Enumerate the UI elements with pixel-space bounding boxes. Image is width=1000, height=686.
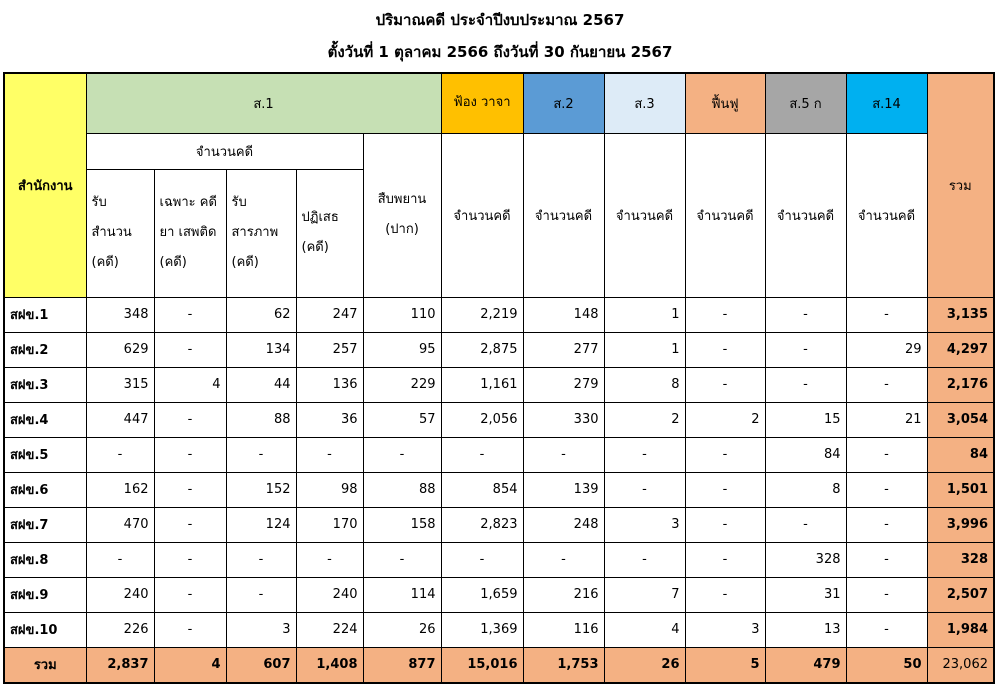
value-cell: -	[685, 507, 765, 542]
value-cell: 447	[86, 402, 154, 437]
office-cell: สฝข.6	[4, 472, 86, 507]
office-cell: สฝข.4	[4, 402, 86, 437]
value-cell: -	[523, 542, 604, 577]
value-cell: -	[154, 332, 226, 367]
value-cell: 2	[685, 402, 765, 437]
value-cell: -	[226, 542, 296, 577]
value-cell: 31	[765, 577, 846, 612]
value-cell: 229	[363, 367, 441, 402]
s14-cases-header: จำนวนคดี	[846, 133, 927, 297]
value-cell: 240	[86, 577, 154, 612]
rehab-cases-header: จำนวนคดี	[685, 133, 765, 297]
value-cell: -	[604, 542, 685, 577]
value-cell: 470	[86, 507, 154, 542]
table-row	[4, 367, 994, 402]
value-cell: -	[154, 472, 226, 507]
value-cell: 124	[226, 507, 296, 542]
value-cell: 315	[86, 367, 154, 402]
s3-header: ส.3	[604, 73, 685, 133]
total-header: รวม	[927, 73, 994, 297]
value-cell: 216	[523, 577, 604, 612]
grand-total-cell: 23,062	[927, 647, 994, 683]
value-cell: -	[363, 542, 441, 577]
value-cell: -	[685, 367, 765, 402]
value-cell: 57	[363, 402, 441, 437]
value-cell: -	[846, 507, 927, 542]
value-cell: 240	[296, 577, 363, 612]
row-total-cell: 4,297	[927, 332, 994, 367]
value-cell: 8	[604, 367, 685, 402]
rehab-header: ฟื้นฟู	[685, 73, 765, 133]
row-total-cell: 2,176	[927, 367, 994, 402]
value-cell: -	[154, 297, 226, 332]
column-total-cell: 5	[685, 647, 765, 683]
office-cell: สฝข.9	[4, 577, 86, 612]
row-total-cell: 84	[927, 437, 994, 472]
value-cell: 134	[226, 332, 296, 367]
row-total-cell: 3,996	[927, 507, 994, 542]
s2-cases-header: จำนวนคดี	[523, 133, 604, 297]
column-total-cell: 26	[604, 647, 685, 683]
office-cell: สฝข.3	[4, 367, 86, 402]
value-cell: -	[685, 332, 765, 367]
value-cell: 224	[296, 612, 363, 647]
column-total-cell: 1,408	[296, 647, 363, 683]
case-volume-table	[3, 72, 995, 684]
value-cell: -	[685, 472, 765, 507]
value-cell: -	[846, 542, 927, 577]
column-total-cell: 4	[154, 647, 226, 683]
value-cell: 328	[765, 542, 846, 577]
value-cell: 95	[363, 332, 441, 367]
report-title: ปริมาณคดี ประจำปีงบประมาณ 2567	[375, 11, 625, 29]
office-cell: สฝข.7	[4, 507, 86, 542]
value-cell: -	[685, 542, 765, 577]
table-row	[4, 437, 994, 472]
deny-header: ปฏิเสธ (คดี)	[296, 169, 363, 297]
value-cell: 279	[523, 367, 604, 402]
value-cell: -	[765, 507, 846, 542]
value-cell: -	[846, 577, 927, 612]
value-cell: 226	[86, 612, 154, 647]
value-cell: -	[765, 367, 846, 402]
table-row	[4, 472, 994, 507]
value-cell: 136	[296, 367, 363, 402]
row-total-cell: 328	[927, 542, 994, 577]
value-cell: 139	[523, 472, 604, 507]
value-cell: 2	[604, 402, 685, 437]
s2-header: ส.2	[523, 73, 604, 133]
office-header: สำนักงาน	[4, 73, 86, 297]
confess-header: รับ สารภาพ (คดี)	[226, 169, 296, 297]
value-cell: 116	[523, 612, 604, 647]
witness-header: สืบพยาน (ปาก)	[363, 133, 441, 297]
litigation-header: ฟ้อง วาจา	[441, 73, 523, 133]
value-cell: 36	[296, 402, 363, 437]
office-cell: สฝข.5	[4, 437, 86, 472]
column-total-cell: 607	[226, 647, 296, 683]
value-cell: 88	[363, 472, 441, 507]
column-total-cell: 2,837	[86, 647, 154, 683]
value-cell: -	[86, 437, 154, 472]
value-cell: 3	[604, 507, 685, 542]
table-row	[4, 402, 994, 437]
value-cell: 2,875	[441, 332, 523, 367]
column-total-cell: 877	[363, 647, 441, 683]
value-cell: 3	[685, 612, 765, 647]
row-total-cell: 3,135	[927, 297, 994, 332]
table-row	[4, 297, 994, 332]
value-cell: 13	[765, 612, 846, 647]
s5k-header: ส.5 ก	[765, 73, 846, 133]
value-cell: 854	[441, 472, 523, 507]
value-cell: 348	[86, 297, 154, 332]
value-cell: 170	[296, 507, 363, 542]
value-cell: 8	[765, 472, 846, 507]
table-row	[4, 577, 994, 612]
value-cell: 629	[86, 332, 154, 367]
case-count-header: จำนวนคดี	[86, 133, 363, 169]
value-cell: -	[846, 367, 927, 402]
value-cell: 26	[363, 612, 441, 647]
value-cell: -	[154, 612, 226, 647]
column-total-cell: 1,753	[523, 647, 604, 683]
row-total-cell: 3,054	[927, 402, 994, 437]
value-cell: 98	[296, 472, 363, 507]
s1-header: ส.1	[86, 73, 441, 133]
value-cell: 114	[363, 577, 441, 612]
value-cell: 4	[154, 367, 226, 402]
column-total-cell: 50	[846, 647, 927, 683]
value-cell: -	[846, 612, 927, 647]
value-cell: -	[846, 297, 927, 332]
value-cell: 148	[523, 297, 604, 332]
value-cell: -	[86, 542, 154, 577]
value-cell: -	[846, 472, 927, 507]
value-cell: -	[604, 472, 685, 507]
value-cell: 162	[86, 472, 154, 507]
value-cell: 62	[226, 297, 296, 332]
office-cell: สฝข.2	[4, 332, 86, 367]
value-cell: 110	[363, 297, 441, 332]
value-cell: 248	[523, 507, 604, 542]
table-row	[4, 542, 994, 577]
value-cell: 158	[363, 507, 441, 542]
value-cell: 44	[226, 367, 296, 402]
value-cell: -	[765, 297, 846, 332]
value-cell: 277	[523, 332, 604, 367]
office-cell: สฝข.8	[4, 542, 86, 577]
value-cell: 2,219	[441, 297, 523, 332]
value-cell: 1,161	[441, 367, 523, 402]
value-cell: -	[226, 437, 296, 472]
value-cell: -	[685, 437, 765, 472]
value-cell: 15	[765, 402, 846, 437]
column-total-cell: 15,016	[441, 647, 523, 683]
value-cell: 84	[765, 437, 846, 472]
value-cell: -	[154, 507, 226, 542]
row-total-cell: 2,507	[927, 577, 994, 612]
value-cell: -	[154, 577, 226, 612]
office-cell: สฝข.1	[4, 297, 86, 332]
value-cell: 1	[604, 332, 685, 367]
value-cell: -	[363, 437, 441, 472]
value-cell: -	[523, 437, 604, 472]
value-cell: -	[154, 542, 226, 577]
value-cell: -	[226, 577, 296, 612]
value-cell: -	[765, 332, 846, 367]
office-cell: สฝข.10	[4, 612, 86, 647]
value-cell: 21	[846, 402, 927, 437]
value-cell: -	[154, 437, 226, 472]
value-cell: 1,369	[441, 612, 523, 647]
received-header: รับ สำนวน (คดี)	[86, 169, 154, 297]
table-row	[4, 507, 994, 542]
value-cell: 2,056	[441, 402, 523, 437]
column-total-cell: 479	[765, 647, 846, 683]
total-row	[4, 647, 994, 683]
value-cell: -	[296, 437, 363, 472]
report-subtitle: ตั้งวันที่ 1 ตุลาคม 2566 ถึงวันที่ 30 กันยายน 2567	[327, 43, 673, 61]
s3-cases-header: จำนวนคดี	[604, 133, 685, 297]
value-cell: 88	[226, 402, 296, 437]
value-cell: 7	[604, 577, 685, 612]
value-cell: -	[441, 542, 523, 577]
total-row-label: รวม	[4, 647, 86, 683]
value-cell: 3	[226, 612, 296, 647]
s5k-cases-header: จำนวนคดี	[765, 133, 846, 297]
row-total-cell: 1,501	[927, 472, 994, 507]
litigation-cases-header: จำนวนคดี	[441, 133, 523, 297]
value-cell: 330	[523, 402, 604, 437]
table-row	[4, 332, 994, 367]
value-cell: -	[296, 542, 363, 577]
value-cell: -	[604, 437, 685, 472]
value-cell: 247	[296, 297, 363, 332]
value-cell: -	[441, 437, 523, 472]
value-cell: 257	[296, 332, 363, 367]
value-cell: 4	[604, 612, 685, 647]
value-cell: -	[685, 577, 765, 612]
row-total-cell: 1,984	[927, 612, 994, 647]
table-row	[4, 612, 994, 647]
s14-header: ส.14	[846, 73, 927, 133]
value-cell: -	[846, 437, 927, 472]
drug-cases-header: เฉพาะ คดียา เสพติด (คดี)	[154, 169, 226, 297]
value-cell: 2,823	[441, 507, 523, 542]
value-cell: -	[154, 402, 226, 437]
value-cell: 152	[226, 472, 296, 507]
value-cell: 1,659	[441, 577, 523, 612]
value-cell: 29	[846, 332, 927, 367]
value-cell: -	[685, 297, 765, 332]
value-cell: 1	[604, 297, 685, 332]
